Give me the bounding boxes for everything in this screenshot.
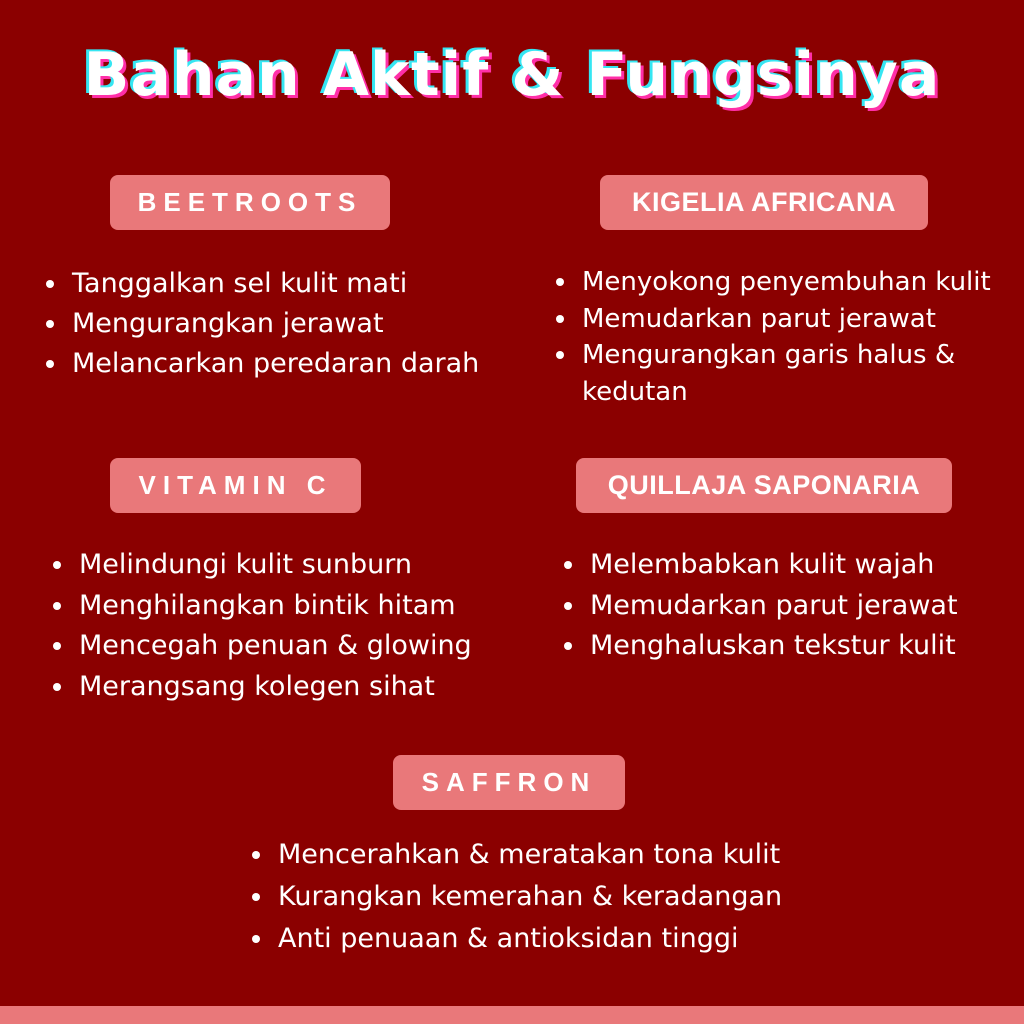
list-item: Mencerahkan & meratakan tona kulit	[250, 834, 782, 876]
list-item: Melindungi kulit sunburn	[51, 545, 472, 586]
saffron-label: SAFFRON	[393, 755, 625, 810]
saffron-list	[250, 834, 782, 960]
list-item-continuation: kedutan	[582, 376, 688, 407]
kigelia-africana-list	[554, 264, 991, 410]
vitamin-c-label: VITAMIN C	[110, 458, 361, 513]
bottom-bar	[0, 1006, 1024, 1024]
page-title: Bahan Aktif & Fungsinya	[83, 40, 941, 110]
quillaja-saponaria-label: QUILLAJA SAPONARIA	[576, 458, 952, 513]
list-item: Menghilangkan bintik hitam	[51, 586, 472, 627]
beetroots-label: BEETROOTS	[110, 175, 390, 230]
kigelia-africana-label: KIGELIA AFRICANA	[600, 175, 928, 230]
list-item: Melembabkan kulit wajah	[562, 545, 958, 586]
list-item: Mencegah penuan & glowing	[51, 626, 472, 667]
list-item: Menghaluskan tekstur kulit	[562, 626, 958, 667]
quillaja-saponaria-list	[562, 545, 958, 667]
list-item: Melancarkan peredaran darah	[44, 344, 479, 384]
list-item: Memudarkan parut jerawat	[554, 301, 991, 338]
beetroots-list	[44, 264, 479, 384]
list-item: Tanggalkan sel kulit mati	[44, 264, 479, 304]
list-item: Kurangkan kemerahan & keradangan	[250, 876, 782, 918]
list-item: Anti penuaan & antioksidan tinggi	[250, 918, 782, 960]
list-item: Memudarkan parut jerawat	[562, 586, 958, 627]
list-item: Mengurangkan jerawat	[44, 304, 479, 344]
list-item: Merangsang kolegen sihat	[51, 667, 472, 708]
list-item: Mengurangkan garis halus &	[554, 337, 991, 374]
vitamin-c-list	[51, 545, 472, 707]
list-item: Menyokong penyembuhan kulit	[554, 264, 991, 301]
